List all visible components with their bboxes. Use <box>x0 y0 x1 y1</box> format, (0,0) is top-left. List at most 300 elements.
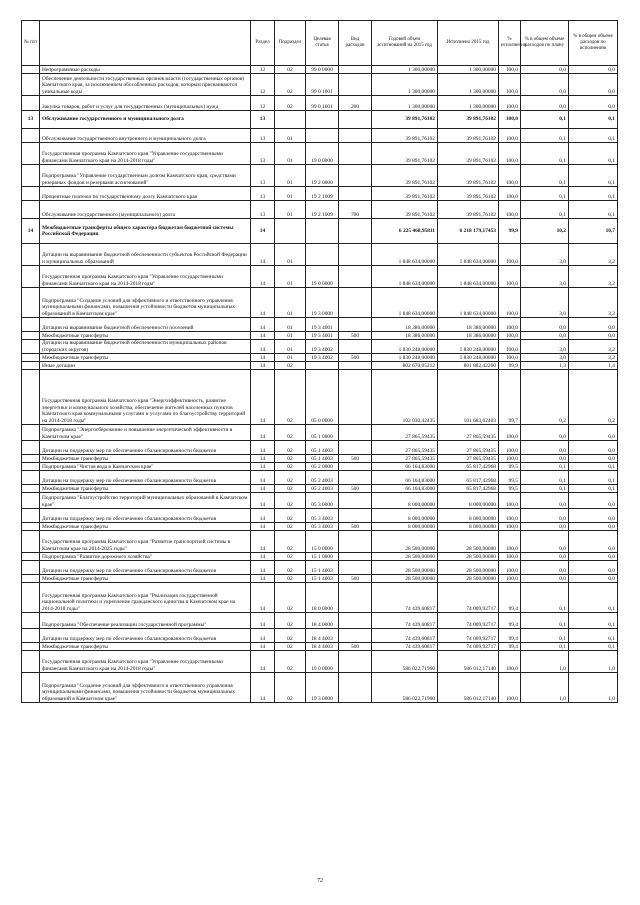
row-plan: 39 891,76102 <box>372 165 438 187</box>
row-razdel: 14 <box>251 244 275 266</box>
row-name: Государственная программа Камчатского края "Развитие транспортной системы в Камчатском крае на 2014-2025 годы" <box>40 531 251 553</box>
row-fact: 1 300,00000 <box>438 66 499 74</box>
row-number <box>22 561 40 575</box>
row-number <box>22 575 40 583</box>
row-plan: 18 386,00000 <box>372 318 438 332</box>
row-share-plan: 0,1 <box>521 201 569 219</box>
row-fact: 39 891,76102 <box>438 111 499 129</box>
row-plan: 39 891,76102 <box>372 201 438 219</box>
row-number <box>22 370 40 425</box>
row-podrazdel: 01 <box>275 318 306 332</box>
row-number <box>22 288 40 318</box>
row-share-fact: 3,2 <box>569 288 618 318</box>
row-plan: 8 000,00000 <box>372 493 438 509</box>
row-share-plan: 0,0 <box>521 575 569 583</box>
row-statya: 05 3 0000 <box>306 493 339 509</box>
row-vid: 500 <box>339 575 372 583</box>
table-row <box>22 455 618 463</box>
row-number <box>22 340 40 354</box>
row-statya: 99 0 1001 <box>306 96 339 111</box>
row-share-fact: 0,1 <box>569 143 618 165</box>
row-name: Межбюджетные трансферты общего характера бюджетам бюджетной системы Российской Федерации <box>40 219 251 244</box>
budget-table <box>21 20 618 703</box>
row-name: Закупка товаров, работ и услуг для государственных (муниципальных) нужд <box>40 96 251 111</box>
row-pct: 100,0 <box>499 673 521 703</box>
row-name: Дотации на поддержку мер по обеспечению сбалансированности бюджетов <box>40 561 251 575</box>
row-razdel: 14 <box>251 219 275 244</box>
row-plan: 28 500,00000 <box>372 553 438 561</box>
row-pct: 100,0 <box>499 354 521 362</box>
row-podrazdel: 01 <box>275 244 306 266</box>
row-vid <box>339 561 372 575</box>
row-fact: 27 865,59435 <box>438 441 499 455</box>
row-vid <box>339 553 372 561</box>
row-share-plan: 3,0 <box>521 340 569 354</box>
row-razdel: 14 <box>251 370 275 425</box>
row-statya: 19 3 4001 <box>306 318 339 332</box>
row-razdel: 14 <box>251 673 275 703</box>
row-plan: 66 164,83000 <box>372 485 438 493</box>
row-pct: 100,0 <box>499 509 521 523</box>
row-number: 14 <box>22 219 40 244</box>
row-statya: 15 1 4003 <box>306 561 339 575</box>
row-podrazdel: 02 <box>275 553 306 561</box>
row-number <box>22 74 40 96</box>
row-name: Межбюджетные трансферты <box>40 332 251 340</box>
table-row <box>22 643 618 651</box>
row-share-fact: 0,0 <box>569 523 618 531</box>
row-pct: 100,0 <box>499 523 521 531</box>
row-name: Подпрограмма "Чистая вода в Камчатском крае" <box>40 463 251 471</box>
row-pct: 100,0 <box>499 288 521 318</box>
row-vid: 700 <box>339 201 372 219</box>
row-name: Межбюджетные трансферты <box>40 575 251 583</box>
row-razdel: 13 <box>251 187 275 201</box>
page-number: 72 <box>317 878 323 884</box>
row-vid <box>339 531 372 553</box>
row-name: Государственная программа Камчатского края "Управление государственными финансами Камчатского края на 2014-2018 годы" <box>40 651 251 673</box>
row-name: Подпрограмма "Обеспечение реализации государственной программы" <box>40 613 251 629</box>
row-fact: 28 500,00000 <box>438 531 499 553</box>
row-share-plan: 0,0 <box>521 66 569 74</box>
table-row <box>22 553 618 561</box>
row-pct: 100,0 <box>499 74 521 96</box>
row-fact: 586 012,17140 <box>438 651 499 673</box>
row-statya: 19 3 4002 <box>306 340 339 354</box>
row-podrazdel: 01 <box>275 165 306 187</box>
row-fact: 101 683,02403 <box>438 370 499 425</box>
row-share-plan: 0,2 <box>521 370 569 425</box>
row-name: Государственная программа Камчатского края "Энергоэффективность, развитие энергетики и коммунального хозяйства, обеспечение жителей населенных пунктов Камчатского края коммунальными услугами и услугами по благоустройству территорий на 2014-2018 годы" <box>40 370 251 425</box>
row-statya: 05 1 4003 <box>306 441 339 455</box>
header-plan: Годовой объем ассигнований на 2015 год <box>372 21 438 66</box>
row-share-fact: 0,0 <box>569 96 618 111</box>
header-pct: % исполнения <box>499 21 521 66</box>
row-fact: 74 009,92717 <box>438 629 499 643</box>
row-name: Обслуживание государственного и муниципального долга <box>40 111 251 129</box>
row-share-plan: 0,0 <box>521 332 569 340</box>
row-share-plan: 0,0 <box>521 531 569 553</box>
row-pct: 100,0 <box>499 143 521 165</box>
row-number <box>22 471 40 485</box>
table-row <box>22 143 618 165</box>
row-name: Межбюджетные трансферты <box>40 485 251 493</box>
row-plan: 1 848 634,00000 <box>372 266 438 288</box>
row-number <box>22 201 40 219</box>
row-share-fact: 0,1 <box>569 129 618 143</box>
row-plan: 28 500,00000 <box>372 561 438 575</box>
row-share-fact: 0,0 <box>569 455 618 463</box>
table-row <box>22 485 618 493</box>
row-share-fact: 0,1 <box>569 485 618 493</box>
row-share-plan: 0,0 <box>521 455 569 463</box>
row-pct: 100,0 <box>499 553 521 561</box>
row-pct: 99,9 <box>499 362 521 370</box>
row-share-fact: 0,0 <box>569 425 618 441</box>
row-fact: 1 830 248,00000 <box>438 354 499 362</box>
table-row <box>22 332 618 340</box>
row-share-fact: 3,2 <box>569 244 618 266</box>
row-vid <box>339 441 372 455</box>
row-share-fact: 0,1 <box>569 463 618 471</box>
row-vid <box>339 219 372 244</box>
row-number <box>22 463 40 471</box>
row-plan: 8 000,00000 <box>372 509 438 523</box>
row-plan: 102 030,42435 <box>372 370 438 425</box>
row-vid: 500 <box>339 485 372 493</box>
row-plan: 1 300,00000 <box>372 66 438 74</box>
row-fact: 1 848 634,00000 <box>438 244 499 266</box>
row-podrazdel: 01 <box>275 129 306 143</box>
row-statya: 15 1 4003 <box>306 575 339 583</box>
row-share-plan: 0,1 <box>521 143 569 165</box>
table-row <box>22 362 618 370</box>
row-razdel: 14 <box>251 523 275 531</box>
row-podrazdel: 02 <box>275 629 306 643</box>
row-razdel: 14 <box>251 613 275 629</box>
row-razdel: 14 <box>251 288 275 318</box>
row-podrazdel: 01 <box>275 143 306 165</box>
row-plan: 74 439,60817 <box>372 629 438 643</box>
row-share-fact: 0,1 <box>569 111 618 129</box>
row-share-fact: 10,7 <box>569 219 618 244</box>
row-statya: 15 1 0000 <box>306 553 339 561</box>
row-share-plan: 0,1 <box>521 111 569 129</box>
row-plan: 28 500,00000 <box>372 531 438 553</box>
row-pct: 99,5 <box>499 485 521 493</box>
row-plan: 802 670,05212 <box>372 362 438 370</box>
row-plan: 1 830 248,00000 <box>372 340 438 354</box>
row-number <box>22 66 40 74</box>
row-share-fact: 0,0 <box>569 441 618 455</box>
row-vid <box>339 463 372 471</box>
row-fact: 39 891,76102 <box>438 201 499 219</box>
row-razdel: 12 <box>251 66 275 74</box>
header-podrazdel: Подраздел <box>275 21 306 66</box>
row-fact: 39 891,76102 <box>438 187 499 201</box>
row-razdel: 14 <box>251 266 275 288</box>
row-name: Межбюджетные трансферты <box>40 455 251 463</box>
table-row <box>22 66 618 74</box>
table-row <box>22 129 618 143</box>
table-row <box>22 354 618 362</box>
row-pct: 99,4 <box>499 643 521 651</box>
row-pct: 100,0 <box>499 441 521 455</box>
row-razdel: 13 <box>251 143 275 165</box>
table-row <box>22 96 618 111</box>
table-row <box>22 201 618 219</box>
row-fact: 65 817,42968 <box>438 471 499 485</box>
row-razdel: 14 <box>251 340 275 354</box>
row-pct: 100,0 <box>499 244 521 266</box>
row-plan: 74 439,60817 <box>372 613 438 629</box>
row-fact: 39 891,76102 <box>438 143 499 165</box>
row-number <box>22 244 40 266</box>
row-number <box>22 583 40 613</box>
row-share-fact: 0,0 <box>569 531 618 553</box>
row-vid <box>339 187 372 201</box>
row-plan: 28 500,00000 <box>372 575 438 583</box>
row-share-plan: 0,0 <box>521 553 569 561</box>
row-statya: 19 2 0000 <box>306 165 339 187</box>
row-share-fact: 3,2 <box>569 266 618 288</box>
row-name: Обеспечение деятельности государственных органов власти (государственных органов) Камчатского края, за исключением обособленных расходов, которым присваиваются уникальные коды <box>40 74 251 96</box>
row-pct: 100,0 <box>499 66 521 74</box>
row-number <box>22 425 40 441</box>
row-share-fact: 0,0 <box>569 66 618 74</box>
row-number <box>22 673 40 703</box>
row-fact: 28 500,00000 <box>438 561 499 575</box>
row-statya: 05 3 4003 <box>306 509 339 523</box>
row-pct: 100,0 <box>499 129 521 143</box>
header-share-fact: % в общем объеме расходов по исполнению <box>569 21 618 66</box>
row-name: Государственная программа Камчатского края "Управление государственными финансами Камчатского края на 2014-2018 годы" <box>40 143 251 165</box>
row-vid <box>339 288 372 318</box>
row-pct: 100,0 <box>499 266 521 288</box>
row-razdel: 14 <box>251 455 275 463</box>
row-fact: 39 891,76102 <box>438 165 499 187</box>
row-pct: 100,0 <box>499 96 521 111</box>
row-name: Государственная программа Камчатского края "Реализация государственной национальной политики и укрепление гражданского единства в Камчатском крае на 2014-2018 годы" <box>40 583 251 613</box>
row-number <box>22 318 40 332</box>
row-podrazdel: 02 <box>275 509 306 523</box>
row-plan: 586 022,71960 <box>372 673 438 703</box>
row-vid: 500 <box>339 643 372 651</box>
row-podrazdel: 02 <box>275 362 306 370</box>
row-share-plan: 0,0 <box>521 493 569 509</box>
row-vid <box>339 583 372 613</box>
row-fact: 8 000,00000 <box>438 509 499 523</box>
header-share-plan: % в общем объеме расходов по плану <box>521 21 569 66</box>
row-vid: 500 <box>339 455 372 463</box>
row-plan: 8 000,00000 <box>372 523 438 531</box>
row-podrazdel <box>275 111 306 129</box>
row-razdel: 13 <box>251 165 275 187</box>
row-podrazdel: 02 <box>275 531 306 553</box>
row-share-fact: 0,1 <box>569 583 618 613</box>
row-vid <box>339 425 372 441</box>
row-statya: 18 4 4003 <box>306 643 339 651</box>
row-name: Подпрограмма "Управление государственным долгом Камчатского края, средствами резервных фондов и резервами ассигнований" <box>40 165 251 187</box>
row-statya: 05 1 4003 <box>306 455 339 463</box>
row-vid: 500 <box>339 332 372 340</box>
header-vid: Вид расходов <box>339 21 372 66</box>
row-share-plan: 1,3 <box>521 362 569 370</box>
row-share-fact: 3,2 <box>569 354 618 362</box>
row-razdel: 14 <box>251 583 275 613</box>
table-row <box>22 651 618 673</box>
table-row <box>22 583 618 613</box>
row-pct: 100,0 <box>499 425 521 441</box>
row-fact: 65 817,42968 <box>438 485 499 493</box>
row-podrazdel: 02 <box>275 523 306 531</box>
table-row <box>22 471 618 485</box>
row-number <box>22 129 40 143</box>
row-razdel: 13 <box>251 111 275 129</box>
row-vid <box>339 74 372 96</box>
row-razdel: 14 <box>251 651 275 673</box>
row-vid <box>339 651 372 673</box>
row-razdel: 14 <box>251 354 275 362</box>
row-razdel: 14 <box>251 643 275 651</box>
row-number <box>22 362 40 370</box>
row-share-fact: 0,0 <box>569 575 618 583</box>
row-podrazdel: 01 <box>275 187 306 201</box>
row-statya: 19 3 4001 <box>306 332 339 340</box>
row-statya <box>306 362 339 370</box>
table-row <box>22 463 618 471</box>
row-fact: 801 882,42260 <box>438 362 499 370</box>
table-row <box>22 509 618 523</box>
row-number <box>22 643 40 651</box>
row-podrazdel: 02 <box>275 613 306 629</box>
row-number <box>22 354 40 362</box>
row-plan: 39 891,76102 <box>372 129 438 143</box>
row-vid <box>339 471 372 485</box>
row-statya: 18 4 4003 <box>306 629 339 643</box>
row-share-plan: 0,0 <box>521 561 569 575</box>
row-number <box>22 165 40 187</box>
row-number <box>22 332 40 340</box>
row-statya <box>306 219 339 244</box>
row-podrazdel: 02 <box>275 561 306 575</box>
row-plan: 39 891,76102 <box>372 111 438 129</box>
row-share-plan: 3,0 <box>521 288 569 318</box>
row-podrazdel: 01 <box>275 201 306 219</box>
row-plan: 1 848 634,00000 <box>372 244 438 266</box>
row-share-plan: 0,1 <box>521 643 569 651</box>
row-statya: 05 3 4003 <box>306 523 339 531</box>
table-row <box>22 425 618 441</box>
row-vid <box>339 165 372 187</box>
table-row <box>22 219 618 244</box>
row-podrazdel: 02 <box>275 651 306 673</box>
row-razdel: 14 <box>251 441 275 455</box>
table-row <box>22 288 618 318</box>
row-razdel: 14 <box>251 463 275 471</box>
row-podrazdel: 02 <box>275 96 306 111</box>
table-row <box>22 561 618 575</box>
row-podrazdel: 02 <box>275 455 306 463</box>
row-number <box>22 523 40 531</box>
row-share-fact: 0,1 <box>569 643 618 651</box>
row-share-fact: 0,0 <box>569 493 618 509</box>
row-vid <box>339 362 372 370</box>
row-fact: 74 009,92717 <box>438 643 499 651</box>
row-number <box>22 531 40 553</box>
row-podrazdel: 01 <box>275 340 306 354</box>
header-razdel: Раздел <box>251 21 275 66</box>
row-share-fact: 3,2 <box>569 340 618 354</box>
row-vid: 500 <box>339 523 372 531</box>
row-razdel: 12 <box>251 96 275 111</box>
row-name: Дотации на выравнивание бюджетной обеспеченности субъектов Российской Федерации и муниципальных образований <box>40 244 251 266</box>
row-pct: 99,5 <box>499 463 521 471</box>
row-plan: 74 439,60817 <box>372 643 438 651</box>
row-share-plan: 0,1 <box>521 165 569 187</box>
row-fact: 28 500,00000 <box>438 575 499 583</box>
row-pct: 99,7 <box>499 370 521 425</box>
row-plan: 1 848 634,00000 <box>372 288 438 318</box>
row-share-fact: 0,0 <box>569 553 618 561</box>
table-body <box>22 66 618 703</box>
row-statya <box>306 111 339 129</box>
table-row <box>22 523 618 531</box>
row-statya: 05 0 0000 <box>306 370 339 425</box>
row-name: Подпрограмма "Создание условий для эффективного и ответственного управления муниципальными финансами, повышения устойчивости бюджетов муниципальных образований в Камчатском крае" <box>40 288 251 318</box>
row-plan: 27 865,59435 <box>372 425 438 441</box>
row-share-fact: 1,0 <box>569 651 618 673</box>
row-fact: 1 300,00000 <box>438 96 499 111</box>
row-podrazdel: 02 <box>275 370 306 425</box>
row-statya: 19 0 0000 <box>306 651 339 673</box>
row-vid <box>339 111 372 129</box>
row-podrazdel: 01 <box>275 332 306 340</box>
row-vid <box>339 244 372 266</box>
row-razdel: 14 <box>251 332 275 340</box>
row-razdel: 13 <box>251 129 275 143</box>
row-share-fact: 0,2 <box>569 370 618 425</box>
row-pct: 99,4 <box>499 583 521 613</box>
row-share-plan: 0,0 <box>521 74 569 96</box>
row-name: Подпрограмма "Развитие дорожного хозяйства" <box>40 553 251 561</box>
row-vid: 500 <box>339 354 372 362</box>
row-plan: 39 891,76102 <box>372 143 438 165</box>
row-name: Непрограммные расходы <box>40 66 251 74</box>
table-row <box>22 340 618 354</box>
row-name: Дотации на выравнивание бюджетной обеспеченности поселений <box>40 318 251 332</box>
row-pct: 100,0 <box>499 332 521 340</box>
row-statya: 99 0 1001 <box>306 74 339 96</box>
row-podrazdel: 02 <box>275 425 306 441</box>
row-razdel: 14 <box>251 561 275 575</box>
row-share-plan: 0,1 <box>521 129 569 143</box>
row-fact: 1 300,00000 <box>438 74 499 96</box>
row-fact: 586 012,17140 <box>438 673 499 703</box>
row-statya: 19 3 4002 <box>306 354 339 362</box>
row-vid <box>339 143 372 165</box>
row-statya: 19 0 0000 <box>306 266 339 288</box>
row-name: Процентные платежи по государственному долгу Камчатского края <box>40 187 251 201</box>
row-pct: 100,0 <box>499 531 521 553</box>
row-vid <box>339 340 372 354</box>
row-statya: 15 0 0000 <box>306 531 339 553</box>
row-share-fact: 0,1 <box>569 629 618 643</box>
row-share-plan: 0,1 <box>521 187 569 201</box>
row-vid <box>339 370 372 425</box>
row-pct: 99,4 <box>499 629 521 643</box>
row-statya <box>306 244 339 266</box>
